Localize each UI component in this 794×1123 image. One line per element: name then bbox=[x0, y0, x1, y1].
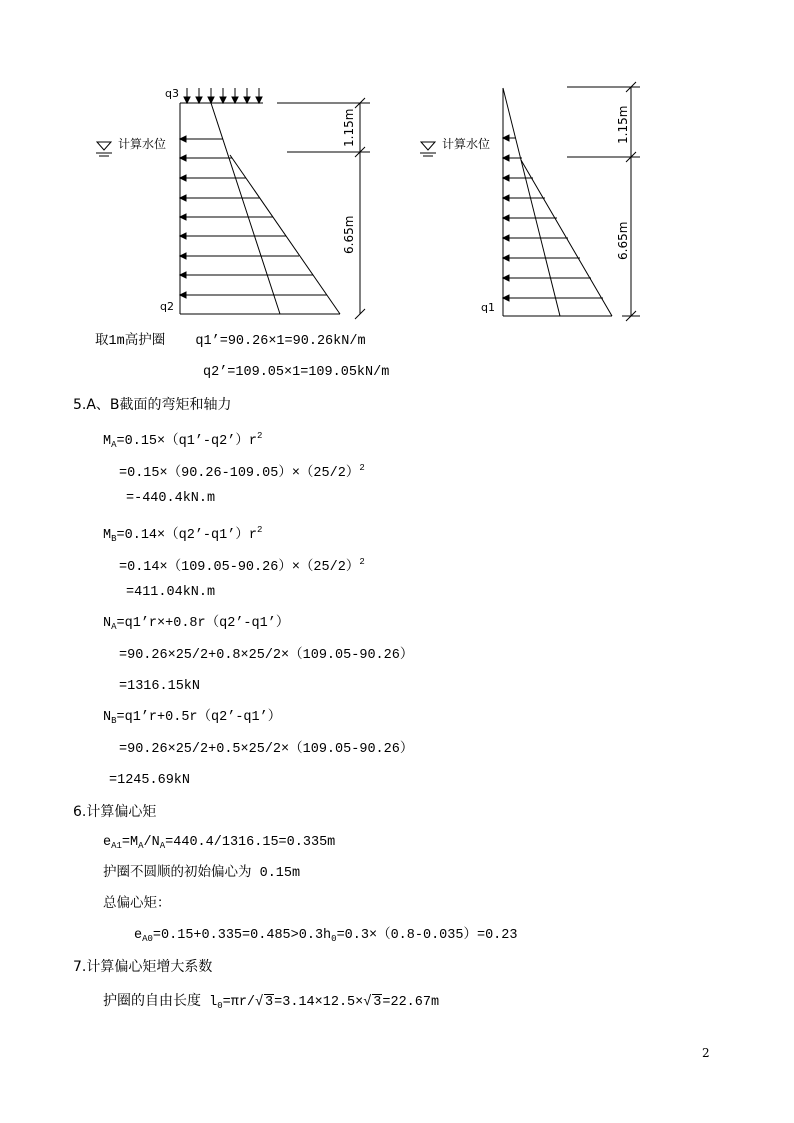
section-7-heading: 7.计算偏心矩增大系数 bbox=[73, 959, 213, 975]
total-eccentricity-label: 总偏心矩： bbox=[103, 897, 171, 912]
section-6-heading: 6.计算偏心矩 bbox=[73, 804, 157, 820]
left-water-label: 计算水位 bbox=[118, 137, 167, 151]
page-number: 2 bbox=[702, 1046, 710, 1060]
na-substitution: =90.26×25/2+0.8×25/2×（109.05-90.26） bbox=[119, 648, 414, 663]
nb-result: =1245.69kN bbox=[109, 773, 191, 788]
ma-substitution: $=0.15\times(90.26-109.05)\times(25/2)^2$ bbox=[119, 463, 365, 481]
right-bottom-label: q1 bbox=[481, 301, 495, 314]
free-length-formula: 护圈的自由长度 $l_0=\pi r/√$ 3=3.14×12.5×√ 3=22.67m bbox=[103, 993, 439, 1015]
ma-result: =-440.4kN.m bbox=[126, 491, 216, 506]
ea0-formula: $e_{A0}=0.15+0.335=0.485>0.3h_0=0.3\times(0.8-0.035)=0.23$ bbox=[134, 928, 518, 944]
right-water-level-icon bbox=[420, 142, 436, 156]
nb-substitution: =90.26×25/2+0.5×25/2×（109.05-90.26） bbox=[119, 742, 414, 757]
right-dim-bottom: 6.65m bbox=[616, 221, 630, 260]
right-pressure-diagram bbox=[0, 0, 794, 330]
section-5-heading: 5.A、B截面的弯矩和轴力 bbox=[73, 397, 232, 413]
line-q2: q2’=109.05×1=109.05kN/m bbox=[203, 365, 390, 380]
mb-substitution: $=0.14\times(109.05-90.26)\times(25/2)^2$ bbox=[119, 557, 365, 575]
ma-formula: $M_A=0.15\times(q1’-q2’)r^2$ bbox=[103, 431, 263, 450]
na-formula: $N_A=q1’r\times+0.8r(q2’-q1’)$ bbox=[103, 616, 290, 632]
ea1-formula: $e_{A1}=M_A/N_A=440.4/1316.15=0.335m$ bbox=[103, 835, 336, 851]
left-dim-top: 1.15m bbox=[342, 108, 356, 147]
left-bottom-label: q2 bbox=[160, 300, 174, 313]
right-dim-top: 1.15m bbox=[616, 105, 630, 144]
right-water-label: 计算水位 bbox=[442, 137, 491, 151]
unit-height-note: 取1m高护圈 bbox=[95, 334, 166, 349]
right-lateral-arrows bbox=[503, 135, 603, 301]
q1-formula: q1’=90.26×1=90.26kN/m bbox=[195, 334, 366, 349]
nb-formula: $N_B=q1’r+0.5r(q2’-q1’)$ bbox=[103, 710, 282, 726]
left-dim-bottom: 6.65m bbox=[342, 215, 356, 254]
line-q1 bbox=[95, 333, 366, 351]
na-result: =1316.15kN bbox=[119, 679, 201, 694]
initial-eccentricity: 护圈不圆顺的初始偏心为 0.15m bbox=[103, 866, 301, 881]
left-top-label: q3 bbox=[165, 87, 179, 100]
mb-result: =411.04kN.m bbox=[126, 585, 216, 600]
mb-formula: $M_B=0.14\times(q2’-q1’)r^2$ bbox=[103, 525, 263, 544]
